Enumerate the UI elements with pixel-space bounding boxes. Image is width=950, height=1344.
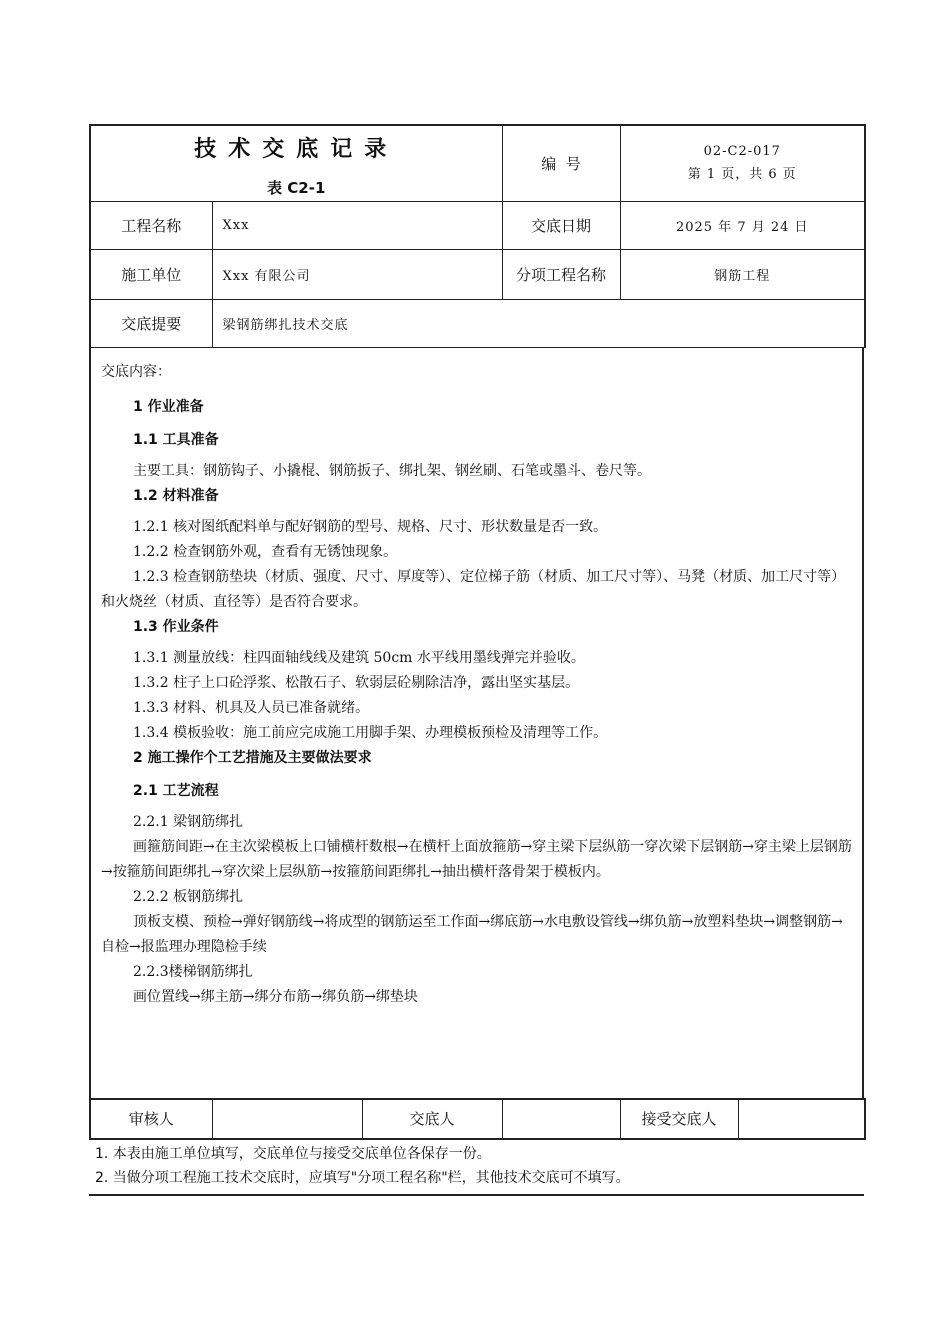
- note-2: 2. 当做分项工程施工技术交底时，应填写"分项工程名称"栏，其他技术交底可不填写。: [95, 1169, 630, 1186]
- item-2-2-3: 2.2.3楼梯钢筋绑扎: [133, 963, 253, 980]
- date-value: 2025 年 7 月 24 日: [620, 201, 865, 249]
- receiver-label: 接受交底人: [620, 1099, 738, 1139]
- subitem-value: 钢筋工程: [620, 249, 865, 299]
- section-1-1-heading: 1.1 工具准备: [133, 431, 219, 448]
- form-number: 表 C2-1: [267, 179, 326, 198]
- content-intro: 交底内容：: [101, 363, 171, 380]
- signature-table: [89, 1098, 866, 1140]
- project-name-label: 工程名称: [90, 201, 212, 249]
- item-1-2-3: 1.2.3 检查钢筋垫块（材质、强度、尺寸、厚度等）、定位梯子筋（材质、加工尺寸等）、马凳（材质、加工尺寸等）和火烧丝（材质、直径等）是否符合要求。: [101, 568, 846, 610]
- item-2-2-2: 2.2.2 板钢筋绑扎: [133, 888, 244, 905]
- discloser-signature: [502, 1099, 620, 1139]
- item-1-3-2: 1.3.2 柱子上口砼浮浆、松散石子、软弱层砼剔除洁净，露出坚实基层。: [133, 674, 580, 691]
- code-value: 02-C2-017: [703, 144, 781, 160]
- stair-rebar-process: 画位置线→绑主筋→绑分布筋→绑负筋→绑垫块: [133, 988, 418, 1005]
- page-info: 第 1 页，共 6 页: [687, 167, 797, 183]
- summary-value: 梁钢筋绑扎技术交底: [212, 299, 865, 347]
- date-label: 交底日期: [502, 201, 620, 249]
- section-1-3-heading: 1.3 作业条件: [133, 618, 219, 635]
- summary-label: 交底提要: [90, 299, 212, 347]
- item-1-3-3: 1.3.3 材料、机具及人员已准备就绪。: [133, 699, 370, 716]
- title-cell: [90, 125, 502, 201]
- discloser-label: 交底人: [362, 1099, 502, 1139]
- project-name-value: Xxx: [212, 201, 502, 249]
- item-1-2-1: 1.2.1 核对图纸配料单与配好钢筋的型号、规格、尺寸、形状数量是否一致。: [133, 518, 608, 535]
- slab-rebar-process: 顶板支模、预检→弹好钢筋线→将成型的钢筋运至工作面→绑底筋→水电敷设管线→绑负筋→放塑料垫块→调整钢筋→自检→报监理办理隐检手续: [101, 913, 843, 955]
- section-2-1-heading: 2.1 工艺流程: [133, 782, 219, 799]
- contractor-label: 施工单位: [90, 249, 212, 299]
- disclosure-content: [89, 348, 864, 1098]
- receiver-signature: [738, 1099, 865, 1139]
- section-1-2-heading: 1.2 材料准备: [133, 487, 219, 504]
- bottom-rule: [89, 1194, 864, 1196]
- item-1-3-4: 1.3.4 模板验收：施工前应完成施工用脚手架、办理模板预检及清理等工作。: [133, 724, 608, 741]
- form-title: 技术交底记录: [194, 137, 399, 163]
- item-1-3-1: 1.3.1 测量放线：柱四面轴线线及建筑 50cm 水平线用墨线弹完并验收。: [133, 649, 585, 666]
- reviewer-signature: [212, 1099, 362, 1139]
- technical-disclosure-form: [89, 124, 864, 1196]
- tools-paragraph: 主要工具：钢筋钩子、小撬棍、钢筋扳子、绑扎架、钢丝刷、石笔或墨斗、卷尺等。: [133, 462, 651, 479]
- contractor-value: Xxx 有限公司: [212, 249, 502, 299]
- subitem-label: 分项工程名称: [502, 249, 620, 299]
- note-1: 1. 本表由施工单位填写，交底单位与接受交底单位各保存一份。: [95, 1145, 491, 1162]
- code-label: 编 号: [502, 125, 620, 201]
- section-2-heading: 2 施工操作个工艺措施及主要做法要求: [133, 749, 372, 766]
- section-1-heading: 1 作业准备: [133, 398, 204, 415]
- beam-rebar-process: 画箍筋间距→在主次梁模板上口铺横杆数根→在横杆上面放箍筋→穿主梁下层纵筋一穿次梁下层钢筋→穿主梁上层钢筋→按箍筋间距绑扎→穿次梁上层纵筋→按箍筋间距绑扎→抽出横杆落骨架于模板内。: [101, 838, 852, 880]
- item-1-2-2: 1.2.2 检查钢筋外观，查看有无锈蚀现象。: [133, 543, 398, 560]
- header-table: [89, 124, 866, 348]
- code-cell: [620, 125, 865, 201]
- item-2-2-1: 2.2.1 梁钢筋绑扎: [133, 813, 244, 830]
- form-notes: [89, 1142, 864, 1190]
- reviewer-label: 审核人: [90, 1099, 212, 1139]
